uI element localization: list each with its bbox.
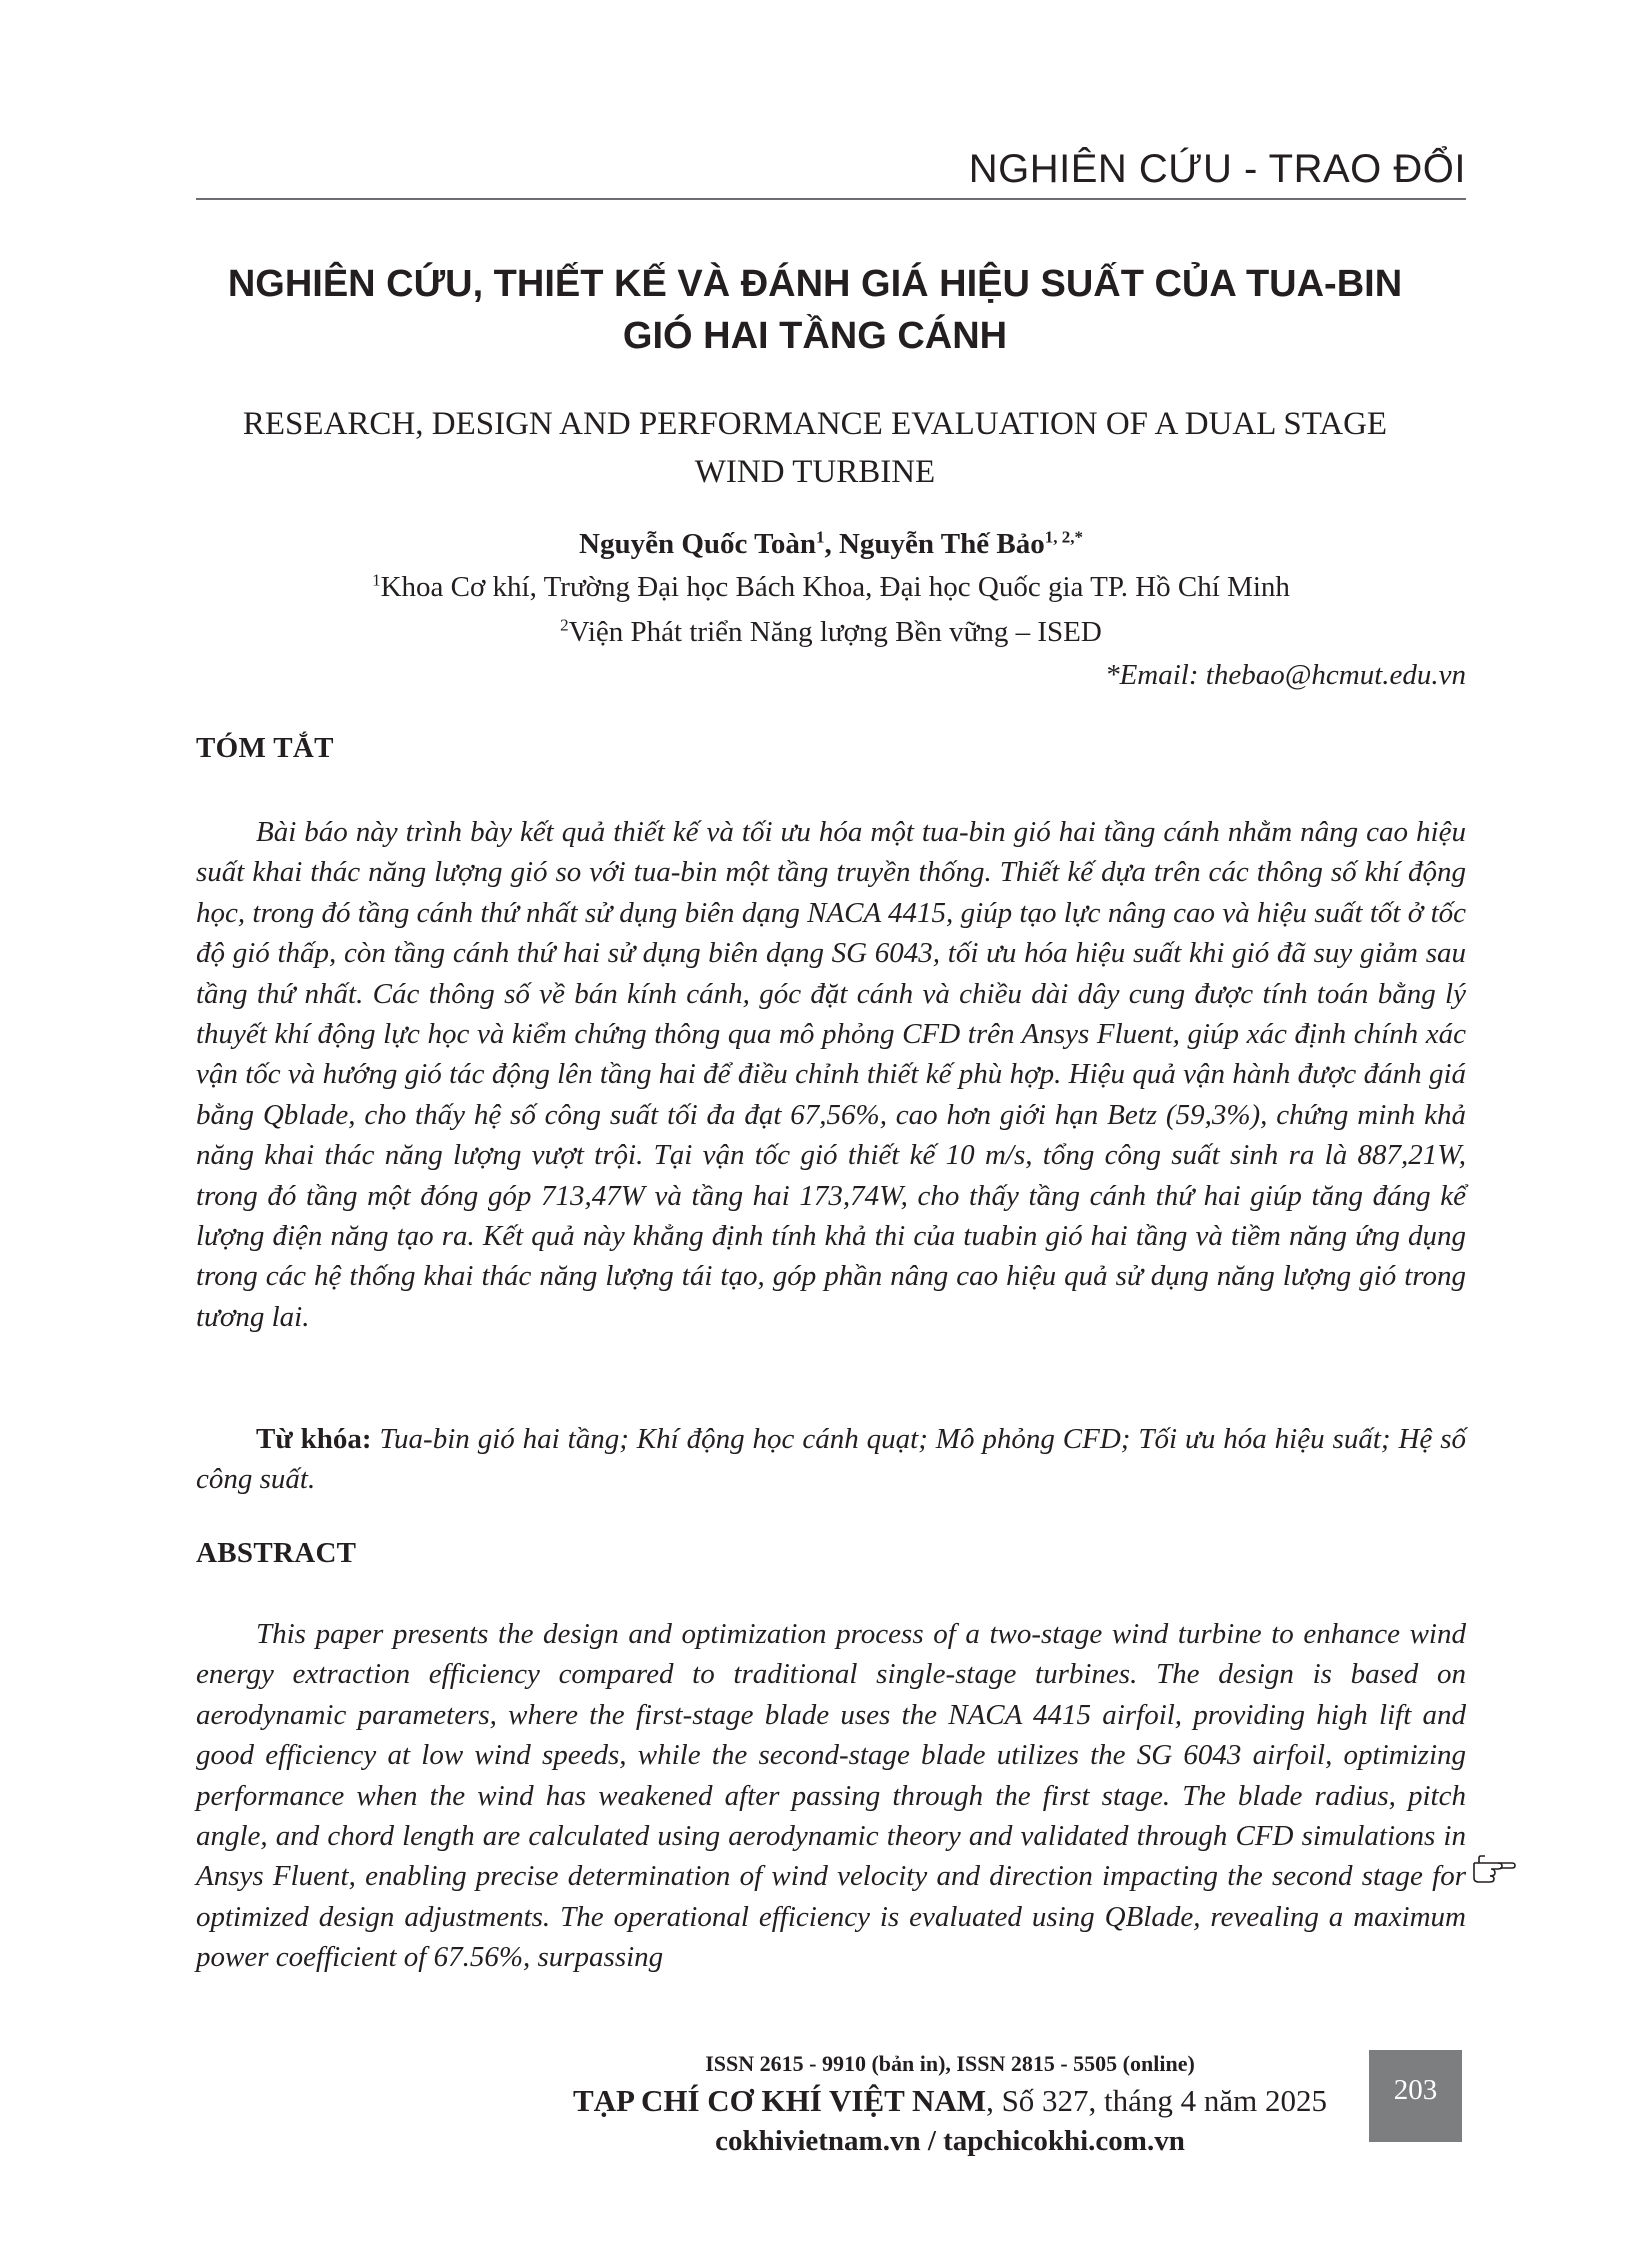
author-list (196, 524, 1466, 564)
section-label: NGHIÊN CỨU - TRAO ĐỔI (968, 147, 1466, 191)
author-separator: , (824, 528, 839, 560)
summary-heading: TÓM TẮT (196, 732, 334, 764)
footer-journal (520, 2083, 1380, 2119)
affiliation-mark: 1 (372, 570, 381, 590)
abstract-text: This paper presents the design and optimization process of a two-stage wind turbine to enhance wind energy extraction efficiency compared to traditional single-stage turbines. The design is based on aerodynamic parameters, where the first-stage blade uses the NACA 4415 airfoil, providing high lift and good efficiency at low wind speeds, while the second-stage blade utilizes the SG 6043 airfoil, optimizing performance when the wind has weakened after passing through the first stage. The blade radius, pitch angle, and chord length are calculated using aerodynamic theory and validated through CFD simulations in Ansys Fluent, enabling precise determination of wind velocity and direction impacting the second stage for optimized design adjustments. The operational efficiency is evaluated using QBlade, revealing a maximum power coefficient of 67.56%, surpassing (196, 1618, 1466, 1974)
affiliation-2 (196, 612, 1466, 652)
affiliation-1 (196, 567, 1466, 607)
title-vi-line-1: NGHIÊN CỨU, THIẾT KẾ VÀ ĐÁNH GIÁ HIỆU SUẤT CỦA TUA-BIN (227, 263, 1403, 305)
page-number: 203 (1369, 2050, 1462, 2142)
author-affiliation-mark: 1, 2,* (1044, 527, 1083, 547)
keywords-text: Tua-bin gió hai tầng; Khí động học cánh quạt; Mô phỏng CFD; Tối ưu hóa hiệu suất; Hệ số công suất. (196, 1423, 1466, 1496)
author-affiliation-mark: 1 (815, 527, 825, 547)
affiliation-text: Viện Phát triển Năng lượng Bền vững – ISED (568, 616, 1102, 648)
title-en-line-1: RESEARCH, DESIGN AND PERFORMANCE EVALUATION OF A DUAL STAGE (242, 406, 1388, 442)
keywords-label: Từ khóa: (256, 1423, 372, 1455)
footer-websites: cokhivietnam.vn / tapchicokhi.com.vn (715, 2125, 1185, 2157)
affiliation-mark: 2 (560, 615, 569, 635)
author-name: Nguyễn Quốc Toàn (579, 528, 816, 560)
title-en-line-2: WIND TURBINE (694, 454, 936, 490)
journal-name: TẠP CHÍ CƠ KHÍ VIỆT NAM (572, 2083, 987, 2118)
section-header (196, 138, 1466, 200)
corresponding-email: *Email: thebao@hcmut.edu.vn (1105, 659, 1466, 691)
affiliation-text: Khoa Cơ khí, Trường Đại học Bách Khoa, Đại học Quốc gia TP. Hồ Chí Minh (380, 571, 1290, 603)
title-english (170, 400, 1460, 496)
author-name: Nguyễn Thế Bảo (838, 528, 1045, 560)
abstract-heading: ABSTRACT (196, 1537, 357, 1569)
title-vi-line-2: GIÓ HAI TẦNG CÁNH (622, 315, 1008, 357)
title-vietnamese (170, 258, 1460, 362)
journal-issue: , Số 327, tháng 4 năm 2025 (986, 2083, 1328, 2118)
summary-text: Bài báo này trình bày kết quả thiết kế và tối ưu hóa một tua-bin gió hai tầng cánh nhằm nâng cao hiệu suất khai thác năng lượng gió so với tua-bin một tầng truyền thống. Thiết kế dựa trên các thông số khí động học, trong đó tầng cánh thứ nhất sử dụng biên dạng NACA 4415, giúp tạo lực nâng cao và hiệu suất tốt ở tốc độ gió thấp, còn tầng cánh thứ hai sử dụng biên dạng SG 6043, tối ưu hóa hiệu suất khi gió đã suy giảm sau tầng thứ nhất. Các thông số về bán kính cánh, góc đặt cánh và chiều dài dây cung được tính toán bằng lý thuyết khí động lực học và kiểm chứng thông qua mô phỏng CFD trên Ansys Fluent, giúp xác định chính xác vận tốc và hướng gió tác động lên tầng hai để điều chỉnh thiết kế phù hợp. Hiệu quả vận hành được đánh giá bằng Qblade, cho thấy hệ số công suất tối đa đạt 67,56%, cao hơn giới hạn Betz (59,3%), chứng minh khả năng khai thác năng lượng vượt trội. Tại vận tốc gió thiết kế 10 m/s, tổng công suất sinh ra là 887,21W, trong đó tầng một đóng góp 713,47W và tầng hai 173,74W, cho thấy tầng cánh thứ hai giúp tăng đáng kể lượng điện năng tạo ra. Kết quả này khẳng định tính khả thi của tuabin gió hai tầng và tiềm năng ứng dụng trong các hệ thống khai thác năng lượng tái tạo, góp phần nâng cao hiệu quả sử dụng năng lượng gió trong tương lai. (196, 816, 1466, 1333)
keywords (196, 1419, 1466, 1500)
footer-issn: ISSN 2615 - 9910 (bản in), ISSN 2815 - 5505 (online) (705, 2051, 1195, 2076)
pointing-hand-icon (1472, 1854, 1516, 1884)
